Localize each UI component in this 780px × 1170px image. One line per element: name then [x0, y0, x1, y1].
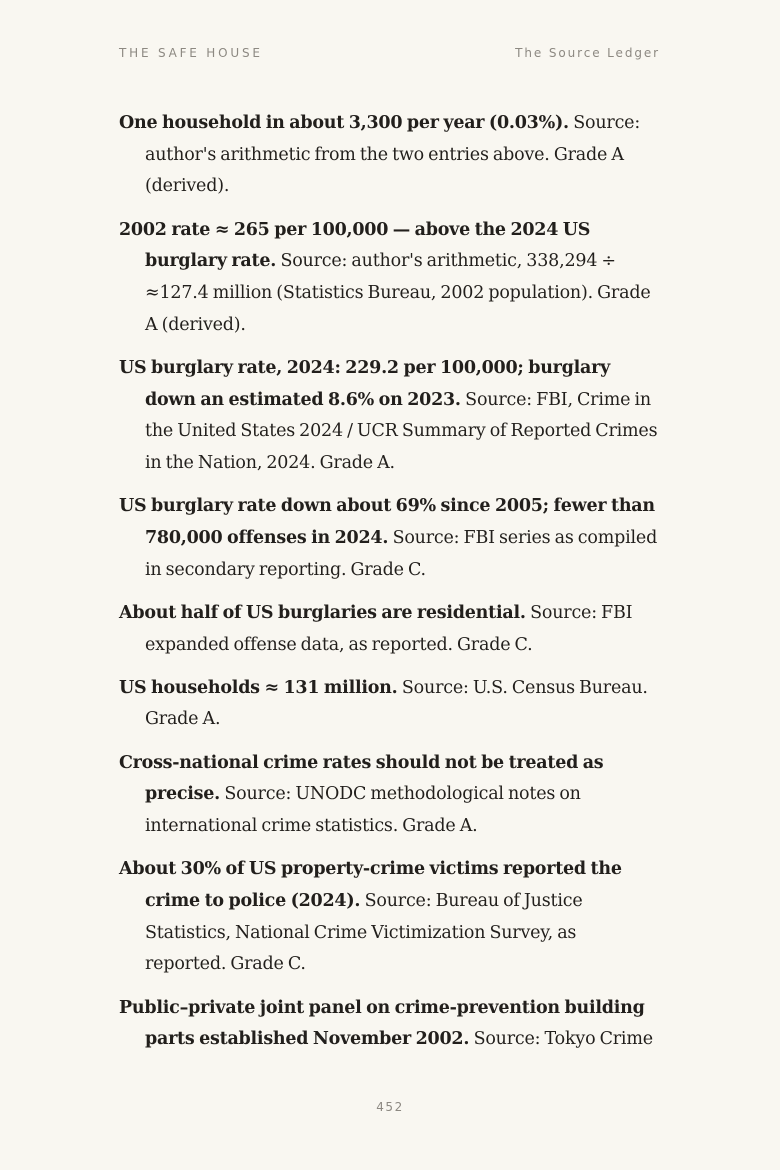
ledger-entry	[119, 491, 660, 586]
page-number: 452	[376, 1100, 404, 1114]
entry-claim: About half of US burglaries are residential.	[119, 602, 526, 623]
ledger-entry	[119, 598, 660, 661]
entry-claim: US burglary rate, 2024: 229.2 per 100,000; burglary down an estimated 8.6% on 2023.	[119, 357, 611, 410]
entry-source: Source: U.S. Census Bureau. Grade A.	[145, 677, 648, 730]
entry-claim: One household in about 3,300 per year (0.03%).	[119, 113, 569, 133]
entry-source: Source: author's arithmetic, 338,294 ÷ ≈127.4 million (Statistics Bureau, 2002 population). Grade A (derived).	[145, 251, 651, 335]
section-title: The Source Ledger	[515, 46, 660, 60]
ledger-entry	[119, 215, 660, 342]
source-ledger-list	[119, 108, 660, 1067]
book-title: THE SAFE HOUSE	[119, 46, 263, 60]
entry-claim: 2002 rate ≈ 265 per 100,000 — above the 2024 US burglary rate.	[119, 219, 591, 272]
ledger-entry	[119, 108, 660, 203]
entry-claim: Public–private joint panel on crime-prevention building parts established November 2002.	[119, 997, 645, 1050]
ledger-entry	[119, 748, 660, 843]
entry-claim: Cross-national crime rates should not be treated as precise.	[119, 752, 604, 805]
running-header	[119, 46, 660, 62]
entry-source: Source: UNODC methodological notes on international crime statistics. Grade A.	[145, 784, 581, 837]
entry-source: Source: Tokyo Crime	[473, 1029, 653, 1050]
entry-source: Source: FBI, Crime in the United States 2024 / UCR Summary of Reported Crimes in the Nation, 2024. Grade A.	[145, 389, 658, 474]
entry-source: Source: FBI series as compiled in secondary reporting. Grade C.	[145, 527, 658, 580]
entry-claim: US burglary rate down about 69% since 2005; fewer than 780,000 offenses in 2024.	[119, 496, 655, 548]
entry-claim: About 30% of US property-crime victims reported the crime to police (2024).	[119, 859, 622, 911]
ledger-entry	[119, 353, 660, 480]
entry-source: Source: FBI expanded offense data, as reported. Grade C.	[145, 602, 633, 655]
entry-claim: US households ≈ 131 million.	[119, 677, 398, 698]
ledger-entry	[119, 854, 660, 981]
entry-source: Source: author's arithmetic from the two entries above. Grade A (derived).	[145, 113, 641, 197]
ledger-entry	[119, 673, 660, 736]
entry-source: Source: Bureau of Justice Statistics, National Crime Victimization Survey, as reported. Grade C.	[145, 890, 583, 975]
ledger-entry	[119, 993, 660, 1056]
